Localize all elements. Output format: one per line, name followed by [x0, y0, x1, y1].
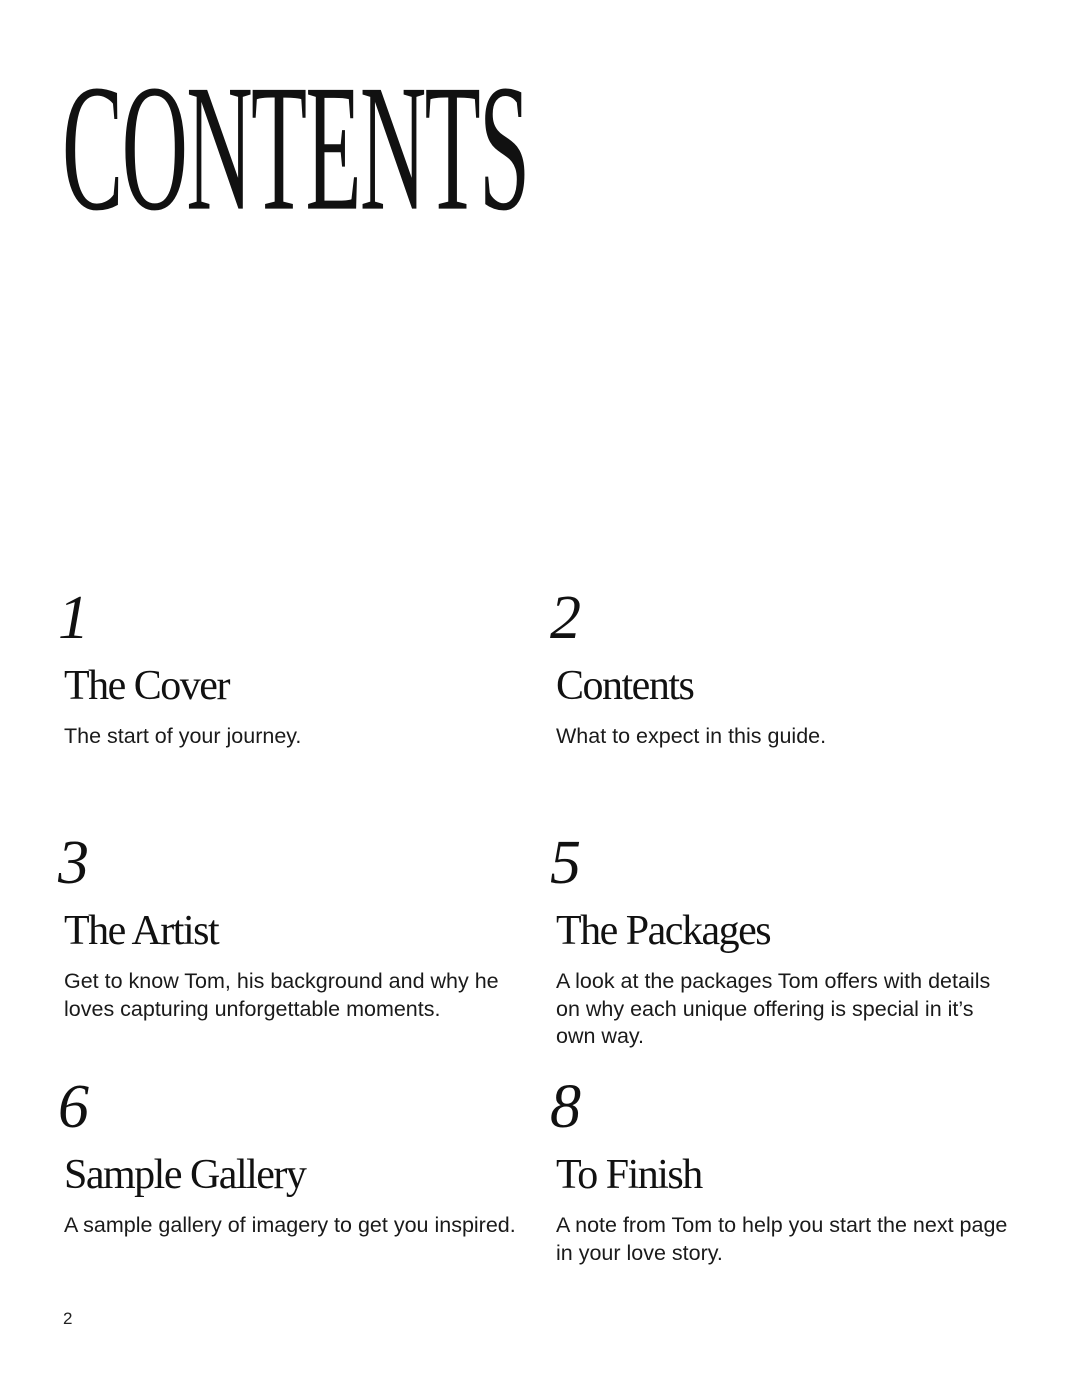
entry-description: A sample gallery of imagery to get you inspired.: [64, 1213, 516, 1237]
page-number: 2: [63, 1309, 73, 1328]
entry-title: The Packages: [556, 908, 771, 954]
entry-description: What to expect in this guide.: [556, 724, 827, 748]
entry-number: 2: [550, 584, 581, 652]
entry-number: 3: [58, 829, 89, 897]
entry-title: The Cover: [64, 663, 229, 709]
entry-description: The start of your journey.: [64, 724, 302, 748]
entry-number: 5: [550, 829, 581, 897]
entry-title: Sample Gallery: [64, 1152, 306, 1198]
entry-description: Get to know Tom, his background and why he loves capturing unforgettable moments.: [64, 969, 499, 1021]
entry-description: A note from Tom to help you start the next page in your love story.: [556, 1213, 1008, 1265]
entry-title: To Finish: [556, 1152, 702, 1198]
entry-description: A look at the packages Tom offers with details on why each unique offering is special in it’s own way.: [556, 969, 991, 1048]
entry-number: 8: [550, 1073, 581, 1141]
entry-number: 1: [58, 584, 89, 652]
entry-title: Contents: [556, 663, 694, 709]
entry-title: The Artist: [64, 908, 219, 954]
entry-number: 6: [58, 1073, 89, 1141]
page-title: CONTENTS: [62, 48, 529, 250]
